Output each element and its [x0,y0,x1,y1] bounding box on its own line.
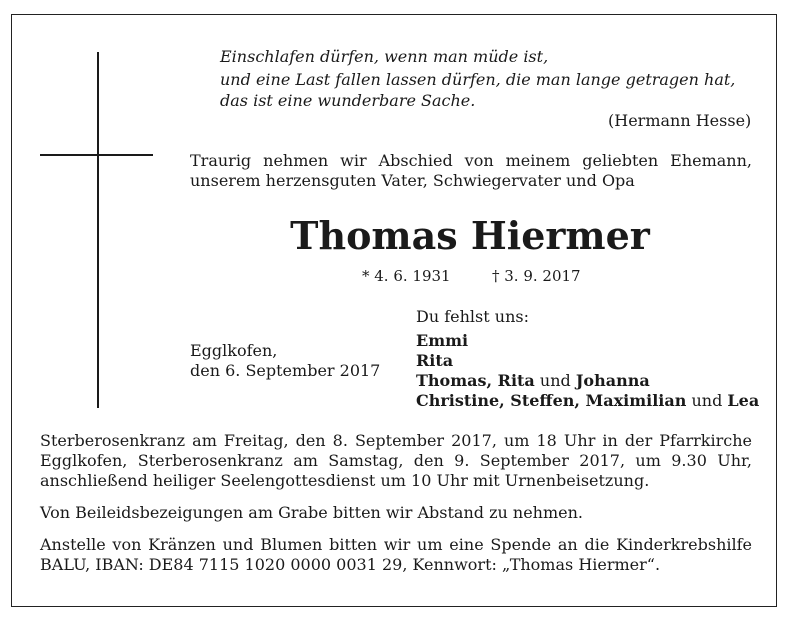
mourner-names: Thomas, Rita [416,371,535,390]
quote-author: (Hermann Hesse) [608,111,752,130]
mourners-line-4 [416,391,759,411]
mourner-names: Christine, Steffen, Maximilian [416,391,687,410]
donation-notice [40,535,752,575]
service-notice-line-2: Egglkofen, Sterberosenkranz am Samstag, den 9. September 2017, um 9.30 Uhr, [40,451,752,470]
quote-line-2: und eine Last fallen lassen dürfen, die man lange getragen hat, [220,70,736,89]
service-notice-line-3: anschließend heiliger Seelengottesdienst um 10 Uhr mit Urnenbeisetzung. [40,471,650,490]
mourner-rita: Rita [416,351,454,370]
place-line: Egglkofen, [190,341,278,360]
mourners-line-3 [416,371,650,391]
cross-symbol-horizontal [40,154,153,156]
mourner-emmi: Emmi [416,331,469,350]
death-date: † 3. 9. 2017 [492,267,581,285]
conjunction: und [534,371,576,390]
mourners-heading: Du fehlst uns: [416,307,529,326]
mourner-name: Lea [727,391,760,410]
birth-date: * 4. 6. 1931 [362,267,451,285]
intro-line-1: Traurig nehmen wir Abschied von meinem geliebten Ehemann, [190,151,752,170]
condolence-notice: Von Beileidsbezeigungen am Grabe bitten wir Abstand zu nehmen. [40,503,584,522]
quote-line-1: Einschlafen dürfen, wenn man müde ist, [220,47,549,66]
intro-line-2: unserem herzensguten Vater, Schwiegervater und Opa [190,171,635,190]
service-notice-line-1: Sterberosenkranz am Freitag, den 8. September 2017, um 18 Uhr in der Pfarrkirche [40,431,752,450]
mourner-name: Johanna [575,371,650,390]
intro-text [190,151,752,191]
quote-line-3: das ist eine wunderbare Sache. [220,91,476,110]
conjunction: und [686,391,728,410]
date-line: den 6. September 2017 [190,361,381,380]
donation-notice-line-1: Anstelle von Kränzen und Blumen bitten wir um eine Spende an die Kinderkrebshilfe [40,535,752,554]
donation-notice-line-2: BALU, IBAN: DE84 7115 1020 0000 0031 29, Kennwort: „Thomas Hiermer“. [40,555,661,574]
service-notice [40,431,752,491]
deceased-name: Thomas Hiermer [290,213,650,258]
